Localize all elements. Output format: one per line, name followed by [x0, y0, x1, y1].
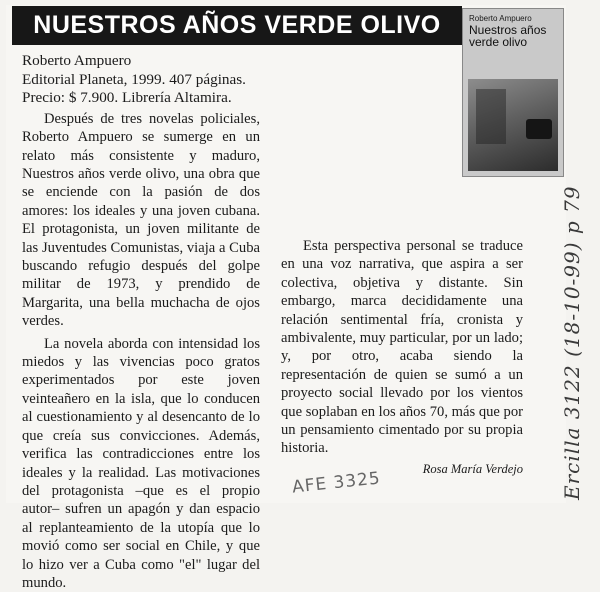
cover-author: Roberto Ampuero: [469, 14, 532, 23]
review-paragraph-2: La novela aborda con intensidad los miedos y las vivencias poco gratos experimentados por este joven veinteañero en la isla, que lo conducen al cuestionamiento y al desencanto de lo que creía sus convicciones. Además, verifica las contradicciones entre los ideales y la realidad. Las motivaciones del protagonista –que es el propio autor– sufren un apagón y dan espacio al replanteamiento de la utopía que lo movió como ser social en Chile, y que lo hizo ver a Cuba como "el" lugar del mundo.: [22, 335, 260, 591]
cover-title: Nuestros años verde olivo: [469, 23, 547, 49]
book-price: Precio: $ 7.900. Librería Altamira.: [22, 89, 232, 107]
book-info: [22, 52, 260, 108]
review-paragraph-3: Esta perspectiva personal se traduce en una voz narrativa, que aspira a ser colectiva, objetiva y distante. Sin embargo, marca decididamente una relación sentimental fría, cronista y ambivalente, muy particular, por un lado; y, por otro, acaba siendo la representación de quien se sumó a un proyecto social llevado por los vientos que soplaban en los años 70, más que por un pensamiento cimentado por su propia historia.: [281, 238, 523, 457]
reviewer-signature: Rosa María Verdejo: [422, 461, 523, 476]
article-title: NUESTROS AÑOS VERDE OLIVO: [12, 6, 462, 45]
handwritten-catalog-code: AFE 3325: [291, 468, 382, 498]
handwritten-source-note: Ercilla 3122 (18-10-99) p 79: [560, 185, 584, 500]
book-publisher: Editorial Planeta, 1999. 407 páginas.: [22, 70, 246, 88]
left-column: [22, 52, 260, 591]
middle-column: [281, 52, 523, 478]
book-author: Roberto Ampuero: [22, 52, 132, 69]
review-paragraph-1: Después de tres novelas policiales, Roberto Ampuero se sumerge en un relato más consistente y maduro, Nuestros años verde olivo, una obra que se enciende con la pasión de dos amores: los ideales y una joven cubana. El protagonista, un joven militante de las Juventudes Comunistas, viaja a Cuba buscando refugio después del golpe militar de 1973, y prendido de Margarita, una bella muchacha de ojos verdes.: [22, 110, 260, 330]
